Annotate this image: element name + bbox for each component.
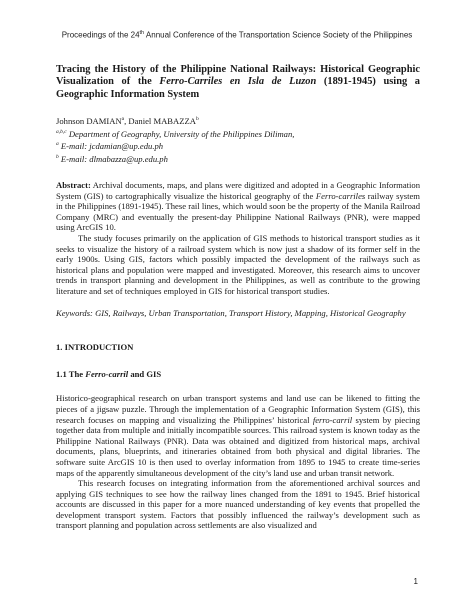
title-part-end: (1891-1945) using a Geographic Information System: [56, 76, 420, 100]
email-2-text: E-mail: dlmabazza@up.edu.ph: [58, 153, 168, 164]
running-header: [56, 30, 418, 40]
subsection-pre: 1.1 The: [56, 368, 86, 379]
email-1-sup: a: [56, 141, 59, 148]
affiliation-sup: a,b,c: [56, 128, 67, 135]
body-text-b: system by piecing together data from multiple and initially incompatible sources. This railroad system is known today as the Philippine National Railways (PNR). Data was obtained and digitized from historical maps, archival documents, plans, blueprints, and itineraries obtained from both physical and digital libraries. The software suite ArcGIS 10 is then used to overlay information from 1895 to 1945 to create time-series maps of the apparently simultaneous development of the city’s land use and urban transit network.: [56, 414, 420, 478]
email-1: [56, 139, 420, 151]
email-1-text: E-mail: jcdamian@up.edu.ph: [58, 140, 164, 151]
affiliation: [56, 127, 420, 139]
paper-content: [56, 64, 420, 531]
paper-title: [56, 64, 420, 101]
body-text: [56, 393, 420, 531]
abstract-paragraph-1: [56, 180, 420, 233]
subsection-post: and GIS: [128, 368, 162, 379]
body-italic: ferro-carril: [312, 414, 353, 425]
section-heading: 1. INTRODUCTION: [56, 342, 134, 353]
abstract: [56, 180, 420, 297]
author-2-sup: b: [195, 116, 199, 123]
body-paragraph-1: [56, 393, 420, 478]
page-number: 1: [413, 577, 418, 586]
header-sup: th: [139, 30, 145, 36]
header-text-rest: Annual Conference of the Transportation Science Society of the Philippines: [144, 30, 413, 40]
abstract-text-end: railway system in the Philippines (1891-1945). These rail lines, which would soon be the property of the Manila Railroad Company (MRC) and eventually the present-day Philippine National Railways (PNR), were mapped using ArcGIS 10.: [56, 190, 420, 233]
author-2: , Daniel MABAZZA: [124, 116, 196, 127]
affiliation-text: Department of Geography, University of the Philippines Diliman,: [66, 128, 295, 139]
body-paragraph-2: This research focuses on integrating information from the aforementioned archival sources and applying GIS techniques to see how the railway lines changed from the 1891 to 1945. Brief historical accounts are discussed in this paper for a more nuanced understanding of key events that propelled the development transport system. Factors that possibly influenced the railway’s development such as transport planning and population across settlements are also visualized and: [56, 478, 420, 531]
title-italic: Ferro-Carriles en Isla de Luzon: [159, 76, 317, 88]
author-1-sup: a: [121, 116, 125, 123]
abstract-label: Abstract:: [56, 180, 91, 191]
abstract-paragraph-2: The study focuses primarily on the application of GIS methods to historical transport studies as it seeks to visualize the history of a railroad system which is now just a shadow of its former self in the early 1900s. Using GIS, factors which possibly impacted the development of the railways such as historical plans and population were mapped and investigated. Moreover, this research aims to uncover trends in transport planning and development in the Philippines, as well as contribute to the growing literature and set of techniques employed in GIS for historical transport studies.: [56, 233, 420, 296]
author-1: Johnson DAMIAN: [56, 116, 122, 127]
abstract-text: Archival documents, maps, and plans were digitized and adopted in a Geographic Information System (GIS) to cartographically visualize the historical geography of the: [56, 180, 420, 201]
keywords: Keywords: GIS, Railways, Urban Transportation, Transport History, Mapping, Historical Geography: [56, 307, 406, 318]
email-2-sup: b: [56, 153, 59, 160]
body-text-a: Historico-geographical research on urban transport systems and land use can be likened to fitting the pieces of a jigsaw puzzle. Through the implementation of a Geographic Information System (GIS), this research focuses on mapping and visualizing the Philippines’ historical: [56, 393, 420, 425]
abstract-italic: Ferro-carriles: [315, 190, 366, 201]
header-text: Proceedings of the 24: [61, 30, 140, 40]
title-part: Tracing the History of the Philippine National Railways: Historical Geographic Visualization of the: [56, 64, 420, 88]
email-2: [56, 152, 420, 164]
subsection-italic: Ferro-carril: [85, 368, 129, 379]
subsection-heading: [56, 369, 420, 380]
author-line: [56, 114, 420, 126]
